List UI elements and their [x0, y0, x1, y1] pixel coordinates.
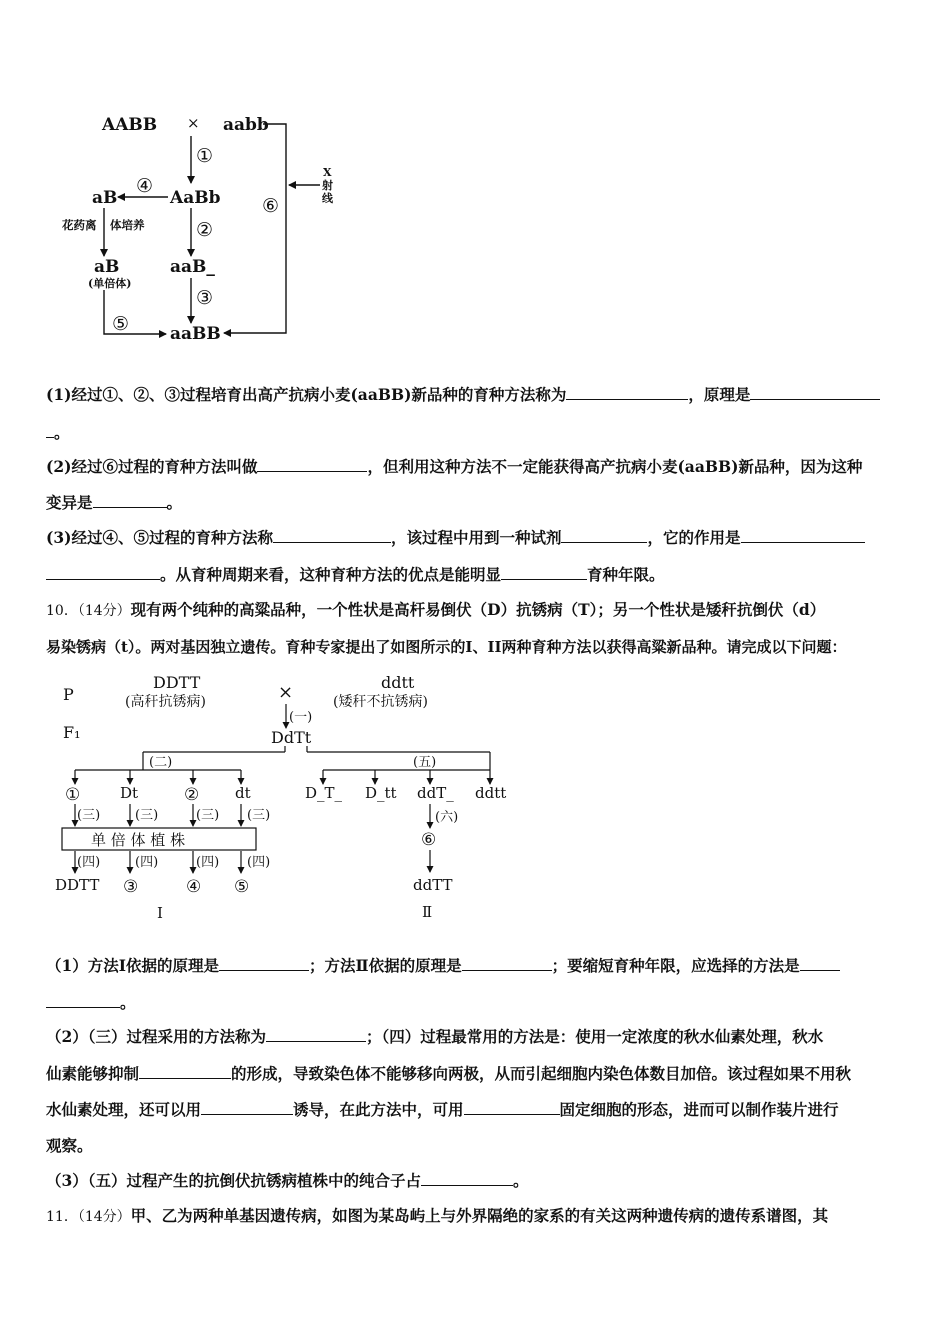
- q9-p3-text-b: ，该过程中用到一种试剂: [390, 528, 562, 547]
- q10-q2-text-e: 水仙素处理，还可以用: [46, 1100, 202, 1119]
- answer-blank[interactable]: [561, 528, 647, 543]
- q9-part1-line2: [46, 423, 906, 443]
- xray-label-she: 射: [322, 179, 333, 192]
- q9-p3-text-e: 育种年限。: [587, 565, 665, 584]
- answer-blank[interactable]: [566, 385, 688, 400]
- q10-part1-line1: [46, 956, 906, 976]
- parent-ddtt-tall: DDTT: [153, 673, 201, 692]
- q10-part2-line3: [46, 1100, 906, 1120]
- step-3-label-d: (三): [247, 808, 271, 823]
- step-3-label-b: (三): [135, 808, 159, 823]
- q10-q3-text-a: （3）（五）过程产生的抗倒伏抗锈病植株中的纯合子占: [46, 1171, 422, 1190]
- f1-ddtt: DdTt: [271, 728, 312, 747]
- q9-p1-text-b: ，原理是: [688, 385, 751, 404]
- answer-blank[interactable]: [139, 1064, 231, 1079]
- answer-blank[interactable]: [421, 1171, 513, 1186]
- haploid-box-label: 单 倍 体 植 株: [91, 831, 186, 849]
- method-ii-label: Ⅱ: [422, 903, 433, 921]
- step-2-label: (二): [149, 755, 173, 770]
- f2-dd-t: ddT_: [417, 784, 454, 802]
- gamete-ab: aB: [92, 188, 118, 208]
- step-1-label: ①: [196, 145, 214, 167]
- cross-symbol: ×: [187, 114, 200, 132]
- answer-blank[interactable]: [462, 956, 552, 971]
- q9-part2-line2: [46, 493, 906, 513]
- breeding-diagram-2: [55, 670, 525, 928]
- q9-part2-line1: [46, 457, 906, 477]
- q10-part3-line1: [46, 1171, 906, 1191]
- anther-culture-label-1: 花药离: [62, 218, 97, 232]
- answer-blank[interactable]: [273, 528, 391, 543]
- q10-q2-text-b: ；（四）过程最常用的方法是：使用一定浓度的秋水仙素处理，秋水: [366, 1027, 824, 1046]
- f2-aab: aaB_: [170, 257, 215, 277]
- step-5-label: ⑤: [112, 313, 130, 335]
- step-4-label-a: (四): [77, 855, 101, 870]
- f2-d-t: D_T_: [305, 784, 343, 802]
- step-3-label-a: (三): [77, 808, 101, 823]
- q9-p2-text-c: 变异是: [46, 493, 93, 512]
- q10-stem-line2: [46, 637, 906, 657]
- q10-q2-text-d: 的形成，导致染色体不能够移向两极，从而引起细胞内染色体数目加倍。该过程如果不用秋: [231, 1064, 852, 1083]
- f1-generation-label: F₁: [63, 723, 81, 742]
- step-6-label: ⑥: [262, 195, 280, 217]
- breeding-diagram-1: [62, 108, 350, 344]
- parent-ddtt-tall-note: (高秆抗锈病): [125, 694, 206, 710]
- parent-ddtt-short: ddtt: [381, 673, 415, 692]
- answer-blank[interactable]: [266, 1027, 366, 1042]
- cross-symbol: ×: [278, 682, 294, 703]
- q10-part2-line4: [46, 1136, 906, 1156]
- gamete-1: ①: [65, 785, 81, 805]
- parent-ddtt-short-note: (矮秆不抗锈病): [333, 694, 428, 710]
- result-3: ③: [123, 877, 139, 897]
- result-ddtt: DDTT: [55, 876, 100, 894]
- q9-part3-line2: [46, 565, 906, 585]
- q10-part2-line1: [46, 1027, 906, 1047]
- f3-6: ⑥: [421, 830, 437, 850]
- parent-aabb-upper: AABB: [102, 115, 158, 135]
- answer-blank[interactable]: [750, 385, 880, 400]
- q9-p3-text-c: ，它的作用是: [647, 528, 741, 547]
- answer-blank[interactable]: [219, 956, 309, 971]
- answer-blank[interactable]: [501, 565, 587, 580]
- gamete-dt-lower: dt: [235, 784, 251, 802]
- answer-blank[interactable]: [46, 565, 160, 580]
- q10-part2-line2: [46, 1064, 906, 1084]
- result-aabb: aaBB: [170, 324, 221, 344]
- gamete-2: ②: [184, 785, 200, 805]
- q10-q1-text-b: ；方法Ⅱ依据的原理是: [309, 956, 462, 975]
- answer-blank[interactable]: [93, 493, 167, 508]
- q10-q2-text-a: （2）（三）过程采用的方法称为: [46, 1027, 267, 1046]
- q10-part1-line2: [46, 993, 906, 1013]
- q11-stem-line1: [46, 1206, 906, 1227]
- answer-blank[interactable]: [741, 528, 865, 543]
- parent-aabb-lower: aabb: [223, 115, 269, 135]
- q10-q2-text-f: 诱导，在此方法中，可用: [293, 1100, 464, 1119]
- step-3-label-c: (三): [196, 808, 220, 823]
- q9-p3-text-a: (3)经过④、⑤过程的育种方法称: [46, 528, 273, 547]
- step-3-label: ③: [196, 287, 214, 309]
- xray-label-x: X: [323, 166, 332, 179]
- answer-blank[interactable]: [201, 1100, 293, 1115]
- q9-p1-text-a: (1)经过①、②、③过程培育出高产抗病小麦(aaBB)新品种的育种方法称为: [46, 385, 567, 404]
- q10-q2-text-c: 仙素能够抑制: [46, 1064, 140, 1083]
- answer-blank[interactable]: [800, 956, 840, 971]
- anther-culture-label-2: 体培养: [110, 218, 145, 232]
- q9-p2-text-d: 。: [166, 493, 183, 512]
- q10-q1-text-a: （1）方法Ⅰ依据的原理是: [46, 956, 220, 975]
- f1-aabb: AaBb: [170, 188, 221, 208]
- step-4-label-c: (四): [196, 855, 220, 870]
- q9-p3-text-d: 。从育种周期来看，这种育种方法的优点是能明显: [160, 565, 502, 584]
- result-5: ⑤: [234, 877, 250, 897]
- q9-p2-text-a: (2)经过⑥过程的育种方法叫做: [46, 457, 258, 476]
- step-5-label: (五): [413, 755, 437, 770]
- answer-blank[interactable]: [464, 1100, 560, 1115]
- method-i-label: I: [157, 904, 163, 922]
- f2-d-tt: D_tt: [365, 784, 397, 802]
- q11-number: 11．（14分）: [46, 1209, 131, 1225]
- p-generation-label: P: [63, 685, 74, 704]
- q9-p2-text-b: ，但利用这种方法不一定能获得高产抗病小麦(aaBB)新品种，因为这种: [367, 457, 863, 476]
- q10-stem-line1: [46, 600, 906, 621]
- q10-q1-text-d: 。: [120, 993, 136, 1012]
- step-2-label: ②: [196, 219, 214, 241]
- q10-number: 10．（14分）: [46, 603, 131, 619]
- q10-stem-text-1: 现有两个纯种的高粱品种，一个性状是高杆易倒伏（D）抗锈病（T）；另一个性状是矮秆抗倒伏（d）: [130, 600, 826, 619]
- gamete-dt-upper: Dt: [120, 784, 139, 802]
- haploid-note: (单倍体): [88, 277, 132, 290]
- q9-part3-line1: [46, 528, 906, 548]
- answer-blank[interactable]: [46, 423, 54, 438]
- q9-part1-line1: [46, 385, 906, 405]
- final-ddtt: ddTT: [413, 876, 453, 894]
- step-4-label: ④: [136, 175, 154, 197]
- answer-blank[interactable]: [46, 993, 120, 1008]
- q10-q1-text-c: ；要缩短育种年限，应选择的方法是: [551, 956, 800, 975]
- q11-stem-text: 甲、乙为两种单基因遗传病，如图为某岛屿上与外界隔绝的家系的有关这两种遗传病的遗传系谱图，其: [130, 1206, 829, 1225]
- f2-ddtt: ddtt: [475, 784, 507, 802]
- step-6-label: (六): [435, 810, 459, 825]
- q10-stem-text-2: 易染锈病（t）。两对基因独立遗传。育种专家提出了如图所示的I、II两种育种方法以获得高粱新品种。请完成以下问题：: [46, 638, 847, 656]
- result-4: ④: [186, 877, 202, 897]
- step-4-label-d: (四): [247, 855, 271, 870]
- q10-q3-text-b: 。: [513, 1171, 529, 1190]
- answer-blank[interactable]: [257, 457, 367, 472]
- xray-label-xian: 线: [322, 192, 333, 205]
- step-1-label: (一): [289, 710, 313, 725]
- step-4-label-b: (四): [135, 855, 159, 870]
- q10-q2-text-h: 观察。: [46, 1136, 93, 1155]
- haploid-ab: aB: [94, 257, 120, 277]
- q9-p1-text-c: 。: [54, 423, 70, 442]
- q10-q2-text-g: 固定细胞的形态，进而可以制作装片进行: [559, 1100, 839, 1119]
